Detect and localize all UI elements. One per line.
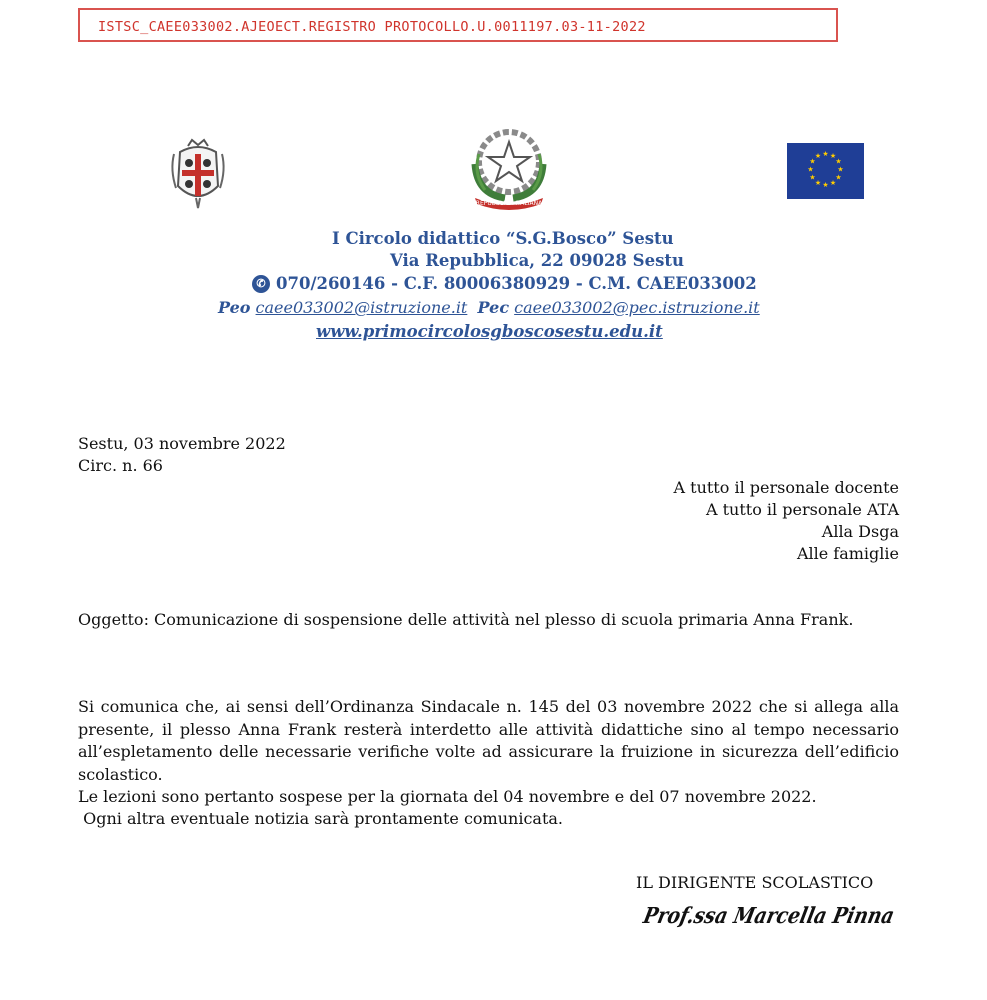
european-union-flag-logo [787,143,864,199]
school-contacts-text: 070/260146 - C.F. 80006380929 - C.M. CAEE033002 [276,274,757,293]
body-paragraph: Si comunica che, ai sensi dell’Ordinanza Sindacale n. 145 del 03 novembre 2022 che si allega alla presente, il plesso Anna Frank resterà interdetto alle attività didattiche sino al tempo necessario all’espletamento delle necessarie verifiche volte ad assicurare la fruizione in sicurezza dell’edificio scolastico. [78,697,899,784]
recipient-item: A tutto il personale ATA [705,500,899,519]
recipient-item: A tutto il personale docente [673,478,899,497]
svg-text:★: ★ [835,157,842,166]
italian-republic-emblem-logo [465,124,553,208]
sardegna-coat-of-arms-logo [166,140,230,210]
place-date: Sestu, 03 novembre 2022 [78,434,286,453]
svg-text:★: ★ [809,157,816,166]
italian-emblem-ribbon-text: REPUBBLICA ITALIANA [475,200,543,207]
school-address: Via Repubblica, 22 09028 Sestu [390,251,684,270]
school-name: I Circolo didattico “S.G.Bosco” Sestu [332,229,674,248]
body-paragraph: Le lezioni sono pertanto sospese per la giornata del 04 novembre e del 07 novembre 2022. [78,787,817,806]
subject-line: Oggetto: Comunicazione di sospensione delle attività nel plesso di scuola primaria Anna Frank. [78,610,854,629]
pec-label: Pec [477,298,510,317]
signature-title: IL DIRIGENTE SCOLASTICO [636,873,874,892]
protocol-stamp [78,8,838,42]
svg-text:★: ★ [829,179,837,187]
svg-text:★: ★ [837,165,844,174]
phone-icon: ✆ [252,275,270,293]
svg-text:★: ★ [829,152,837,160]
svg-text:★: ★ [822,150,829,158]
school-contacts [252,274,757,293]
svg-text:★: ★ [807,165,814,174]
pec-email-link[interactable]: caee033002@pec.istruzione.it [514,298,760,317]
svg-text:★: ★ [809,173,816,182]
peo-email-link[interactable]: caee033002@istruzione.it [255,298,468,317]
svg-text:★: ★ [835,173,842,182]
body-paragraph: Ogni altra eventuale notizia sarà prontamente comunicata. [78,809,563,828]
protocol-stamp-text: ISTSC_CAEE033002.AJEOECT.REGISTRO PROTOCOLLO.U.0011197.03-11-2022 [98,19,646,35]
website-link[interactable]: www.primocircolosgboscosestu.edu.it [316,322,663,341]
handwritten-signature [640,896,940,932]
peo-label: Peo [218,298,251,317]
email-line [218,298,760,317]
svg-text:★: ★ [814,152,822,160]
svg-text:★: ★ [814,179,822,187]
circular-number: Circ. n. 66 [78,456,163,475]
recipient-item: Alle famiglie [796,544,899,563]
recipient-item: Alla Dsga [821,522,899,541]
svg-text:Prof.ssa Marcella Pinna: Prof.ssa Marcella Pinna [640,903,940,929]
svg-text:★: ★ [822,181,829,189]
